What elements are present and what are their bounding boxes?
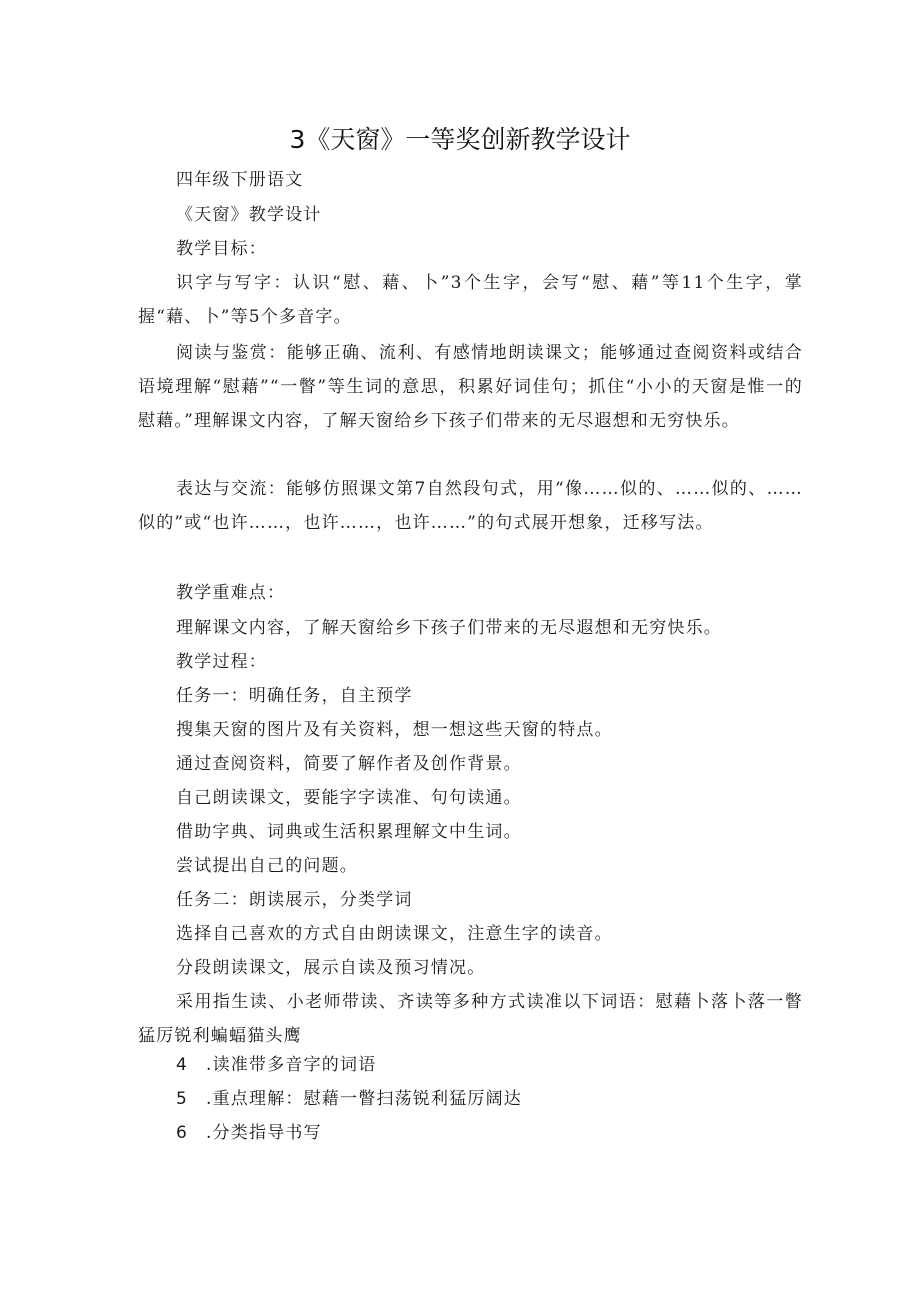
task-two-heading: 任务二：朗读展示，分类学词	[176, 890, 413, 910]
list-text: .读准带多音字的词语	[206, 1055, 377, 1075]
goals-heading: 教学目标：	[176, 239, 267, 259]
list-number: 5	[176, 1089, 189, 1109]
expression-paragraph: 表达与交流：能够仿照课文第7自然段句式，用“像……似的、……似的、……似的”或“也许……，也许……，也许……”的句式展开想象，迁移写法。	[138, 479, 803, 533]
list-number: 6	[176, 1123, 189, 1143]
step-line: 自己朗读课文，要能字字读准、句句读通。	[176, 788, 522, 808]
list-text: .重点理解：慰藉一瞥扫荡锐利猛厉阔达	[206, 1089, 523, 1109]
subtitle-line: 《天窗》教学设计	[176, 205, 322, 225]
list-item	[176, 1089, 522, 1109]
key-point: 理解课文内容，了解天窗给乡下孩子们带来的无尽遐想和无穷快乐。	[176, 618, 722, 638]
list-item	[176, 1123, 322, 1143]
vocab-paragraph: 采用指生读、小老师带读、齐读等多种方式读准以下词语：慰藉卜落卜落一瞥猛厉锐利蝙蝠猫头鹰	[138, 992, 803, 1046]
list-item	[176, 1055, 376, 1075]
literacy-paragraph: 识字与写字：认识“慰、藉、卜”3个生字，会写“慰、藉”等11个生字，掌握“藉、卜”等5个多音字。	[138, 273, 803, 327]
task-one-heading: 任务一：明确任务，自主预学	[176, 686, 413, 706]
key-heading: 教学重难点：	[176, 583, 286, 603]
list-text: .分类指导书写	[206, 1123, 322, 1143]
list-number: 4	[176, 1055, 189, 1075]
step-line: 借助字典、词典或生活积累理解文中生词。	[176, 822, 522, 842]
grade-line: 四年级下册语文	[176, 170, 304, 190]
step-line: 分段朗读课文，展示自读及预习情况。	[176, 958, 486, 978]
step-line: 通过查阅资料，简要了解作者及创作背景。	[176, 754, 522, 774]
step-line: 选择自己喜欢的方式自由朗读课文，注意生字的读音。	[176, 924, 613, 944]
process-heading: 教学过程：	[176, 652, 267, 672]
step-line: 尝试提出自己的问题。	[176, 856, 358, 876]
reading-paragraph: 阅读与鉴赏：能够正确、流利、有感情地朗读课文；能够通过查阅资料或结合语境理解“慰藉”“一瞥”等生词的意思，积累好词佳句；抓住“小小的天窗是惟一的慰藉。”理解课文内容，了解天窗给乡下孩子们带来的无尽遐想和无穷快乐。	[138, 343, 803, 431]
document-title: 3《天窗》一等奖创新教学设计	[289, 125, 631, 154]
step-line: 搜集天窗的图片及有关资料，想一想这些天窗的特点。	[176, 720, 613, 740]
